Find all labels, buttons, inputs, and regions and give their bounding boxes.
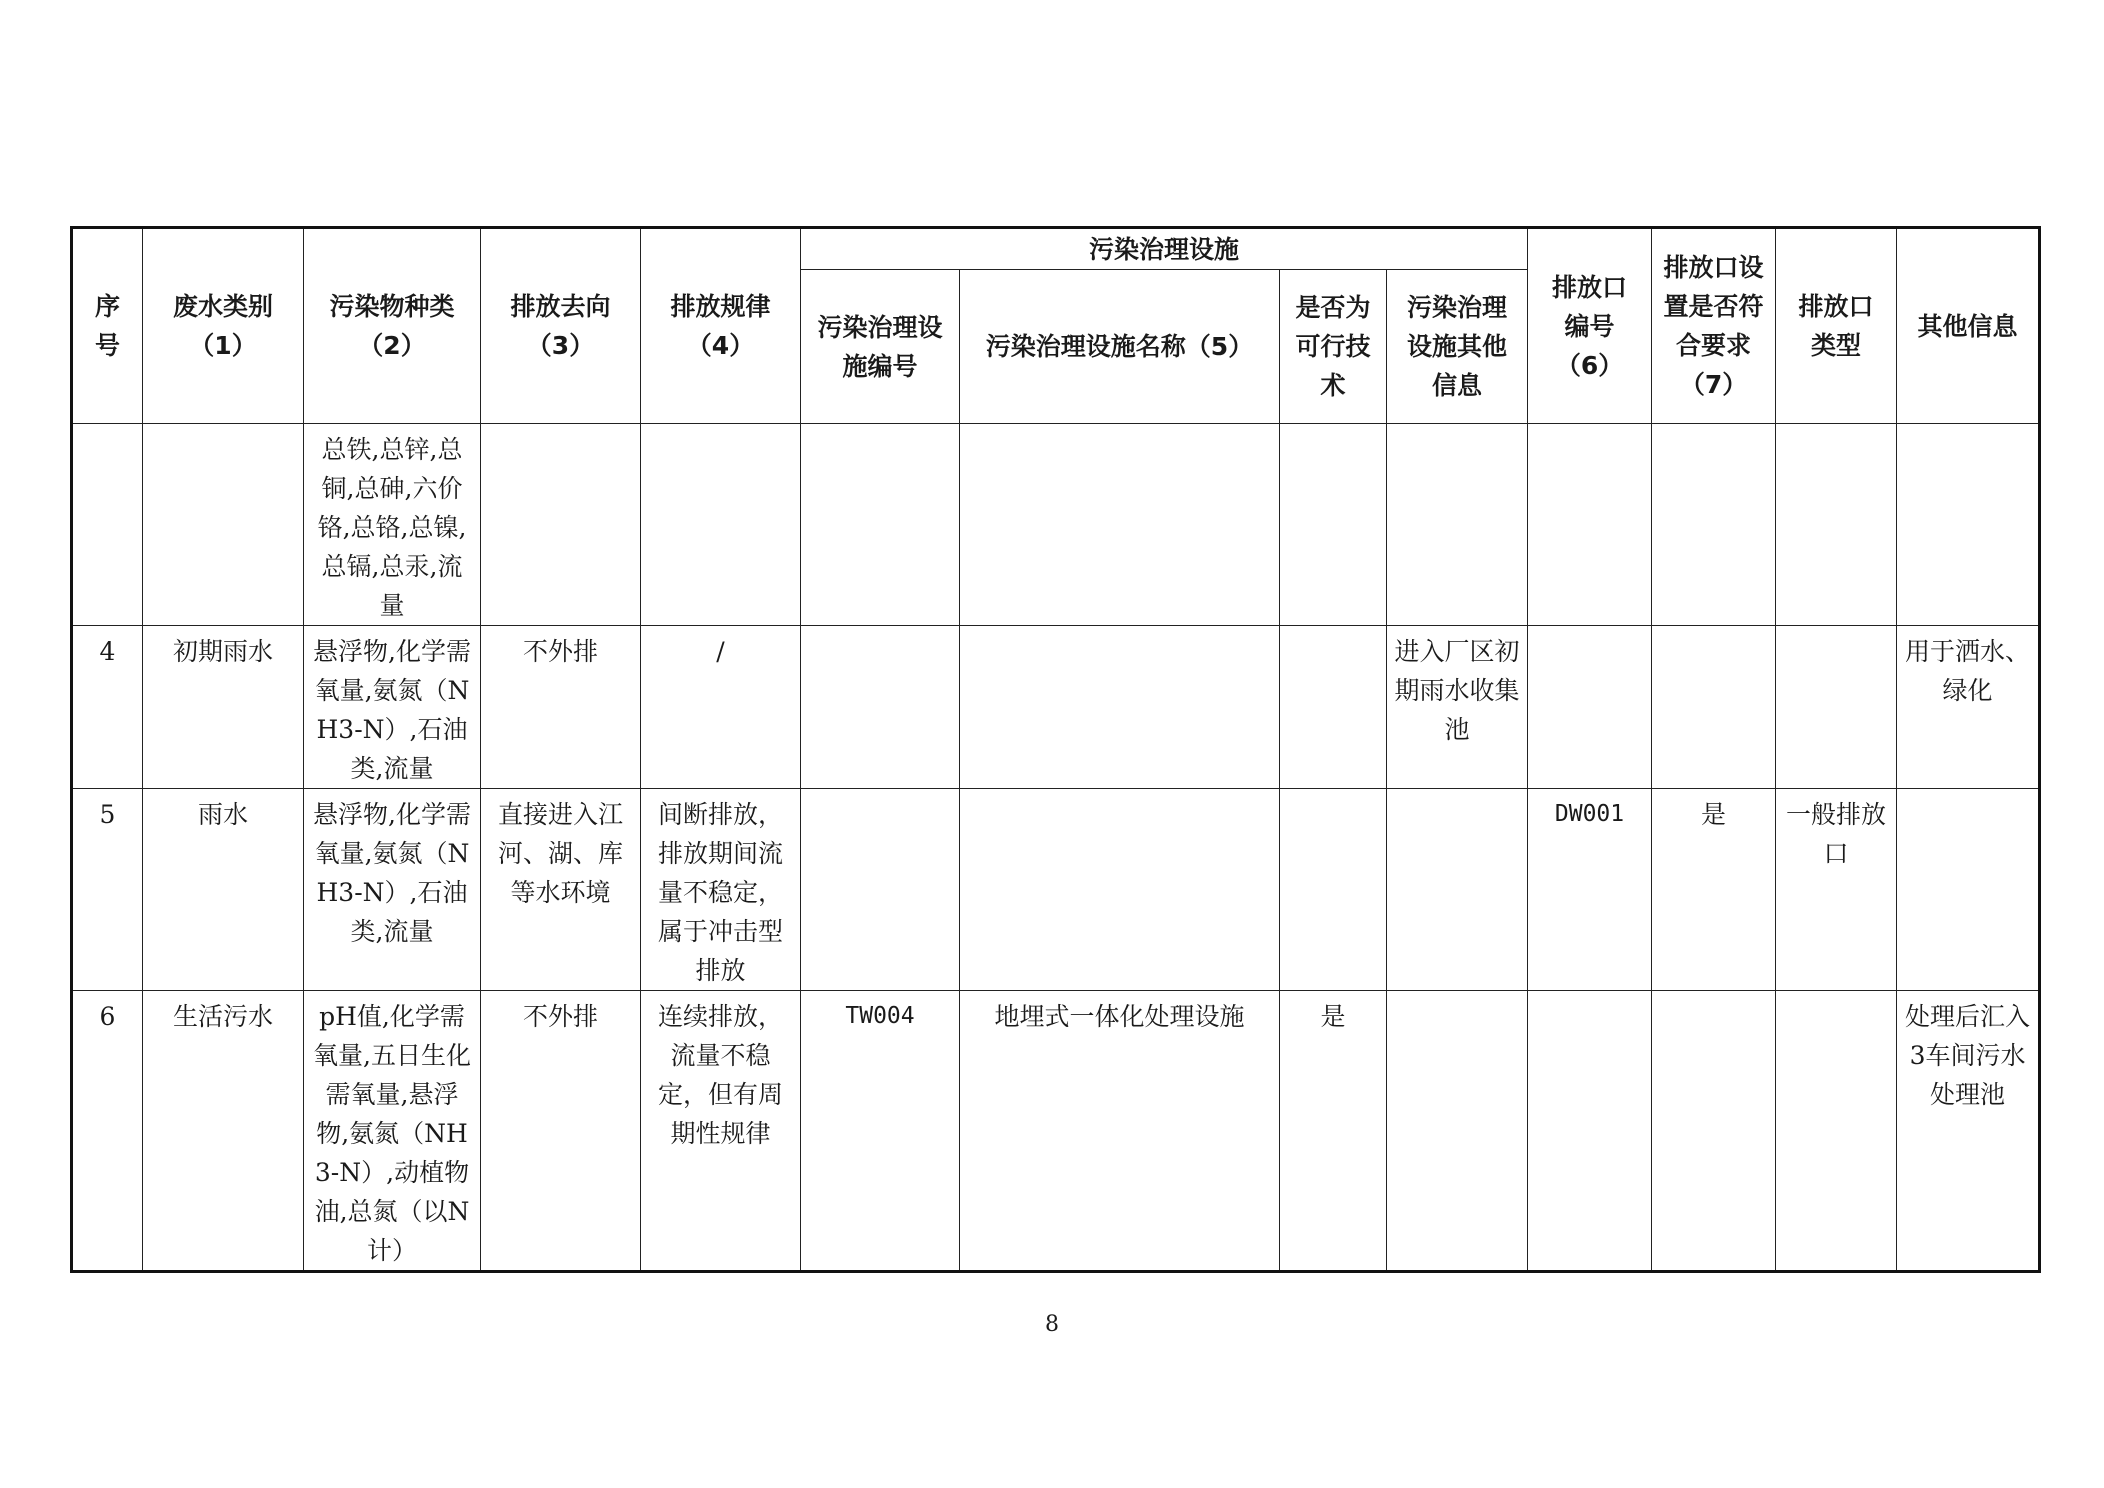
- cell-wastewater-type-text: 初期雨水: [172, 637, 273, 666]
- cell-seq-text: 5: [99, 800, 116, 829]
- header-seq: [72, 228, 143, 424]
- cell-outlet-type: [1776, 789, 1897, 991]
- cell-facility-other-text: [1393, 991, 1521, 997]
- cell-discharge-pattern-text: 连续排放，流量不稳定，但有周期性规律: [657, 1002, 783, 1148]
- cell-discharge-pattern-text: 间断排放，排放期间流量不稳定，属于冲击型排放: [657, 800, 783, 985]
- cell-discharge-direction-text: 不外排: [522, 637, 598, 666]
- cell-facility-other-text: [1393, 789, 1521, 795]
- cell-other-info: [1897, 789, 2040, 991]
- cell-pollutant-type: [304, 626, 481, 789]
- header-facility-name: [960, 270, 1280, 424]
- cell-pollutant-type-text: 总铁,总锌,总铜,总砷,六价铬,总铬,总镍,总镉,总汞,流量: [317, 435, 467, 620]
- cell-feasible-tech: [1280, 991, 1387, 1272]
- cell-facility-id-text: [807, 626, 953, 632]
- cell-facility-id-text: [807, 424, 953, 430]
- header-other-info: [1897, 228, 2040, 424]
- cell-feasible-tech: [1280, 424, 1387, 626]
- cell-other-info: [1897, 626, 2040, 789]
- header-facility-name-text: 污染治理设施名称（5）: [985, 332, 1254, 361]
- cell-facility-id: [801, 626, 960, 789]
- cell-outlet-id-text: [1534, 991, 1645, 997]
- header-discharge-direction-text: 排放去向 （3）: [510, 292, 611, 360]
- table-row: [72, 991, 2040, 1272]
- header-wastewater-type-text: 废水类别 （1）: [172, 292, 273, 360]
- cell-outlet-id: [1528, 991, 1652, 1272]
- cell-facility-other: [1387, 789, 1528, 991]
- cell-facility-name: [960, 789, 1280, 991]
- cell-facility-name: [960, 991, 1280, 1272]
- cell-discharge-pattern-text: [647, 424, 794, 430]
- cell-facility-other: [1387, 424, 1528, 626]
- header-facility-other-text: 污染治理设施其他信息: [1406, 293, 1507, 400]
- cell-outlet-compliant-text: [1658, 991, 1769, 997]
- cell-other-info: [1897, 424, 2040, 626]
- cell-feasible-tech-text: 是: [1320, 1002, 1346, 1031]
- cell-outlet-compliant: [1652, 424, 1776, 626]
- cell-other-info-text: [1903, 424, 2032, 430]
- cell-wastewater-type: [143, 424, 304, 626]
- cell-facility-id-text: [807, 789, 953, 795]
- cell-outlet-id-text: DW001: [1554, 801, 1625, 827]
- cell-pollutant-type: [304, 991, 481, 1272]
- cell-facility-other-text: [1393, 424, 1521, 430]
- table-row: [72, 789, 2040, 991]
- cell-wastewater-type-text: [149, 424, 297, 430]
- cell-pollutant-type-text: pH值,化学需氧量,五日生化需氧量,悬浮物,氨氮（NH3-N）,动植物油,总氮（以N计）: [313, 1002, 471, 1265]
- cell-outlet-compliant: [1652, 991, 1776, 1272]
- cell-discharge-direction-text: [487, 424, 634, 430]
- header-discharge-direction: [481, 228, 641, 424]
- cell-feasible-tech: [1280, 789, 1387, 991]
- cell-outlet-id-text: [1534, 626, 1645, 632]
- header-discharge-pattern-text: 排放规律 （4）: [670, 292, 771, 360]
- cell-facility-id-text: TW004: [845, 1003, 915, 1029]
- cell-discharge-pattern: [641, 626, 801, 789]
- header-outlet-compliant: [1652, 228, 1776, 424]
- cell-seq-text: [79, 424, 136, 430]
- cell-outlet-compliant-text: [1658, 424, 1769, 430]
- cell-feasible-tech-text: [1286, 626, 1380, 632]
- cell-feasible-tech-text: [1286, 424, 1380, 430]
- cell-outlet-id: [1528, 789, 1652, 991]
- cell-outlet-id: [1528, 424, 1652, 626]
- header-outlet-compliant-text: 排放口设置是否符合要求 （7）: [1663, 253, 1764, 399]
- cell-other-info-text: 用于洒水、绿化: [1905, 637, 2031, 705]
- cell-discharge-direction-text: 直接进入江河、湖、库等水环境: [497, 800, 623, 907]
- cell-discharge-direction-text: 不外排: [522, 1002, 598, 1031]
- cell-outlet-type: [1776, 626, 1897, 789]
- cell-seq: [72, 789, 143, 991]
- cell-seq: [72, 424, 143, 626]
- wastewater-discharge-table: [70, 226, 2041, 1273]
- cell-seq-text: 4: [99, 637, 116, 666]
- cell-wastewater-type: [143, 789, 304, 991]
- header-discharge-pattern: [641, 228, 801, 424]
- cell-discharge-pattern: [641, 424, 801, 626]
- cell-outlet-id: [1528, 626, 1652, 789]
- page-number: 8: [1045, 1312, 1059, 1337]
- table-row: [72, 424, 2040, 626]
- header-facility-id: [801, 270, 960, 424]
- cell-outlet-compliant: [1652, 626, 1776, 789]
- cell-discharge-pattern: [641, 991, 801, 1272]
- cell-facility-id: [801, 991, 960, 1272]
- cell-discharge-direction: [481, 424, 641, 626]
- header-outlet-type-text: 排放口类型: [1798, 292, 1874, 360]
- cell-facility-name-text: 地埋式一体化处理设施: [994, 1002, 1245, 1031]
- cell-pollutant-type: [304, 789, 481, 991]
- cell-outlet-compliant: [1652, 789, 1776, 991]
- header-outlet-id: [1528, 228, 1652, 424]
- table-row: [72, 626, 2040, 789]
- cell-seq-text: 6: [99, 1002, 116, 1031]
- cell-facility-name-text: [966, 789, 1273, 795]
- cell-wastewater-type: [143, 626, 304, 789]
- header-facility-group-text: 污染治理设施: [1089, 234, 1240, 264]
- header-other-info-text: 其他信息: [1917, 311, 2018, 341]
- cell-feasible-tech-text: [1286, 789, 1380, 795]
- cell-facility-name: [960, 424, 1280, 626]
- cell-pollutant-type-text: 悬浮物,化学需氧量,氨氮（NH3-N）,石油类,流量: [313, 800, 471, 946]
- cell-outlet-type-text: [1782, 424, 1890, 430]
- header-outlet-type: [1776, 228, 1897, 424]
- cell-wastewater-type: [143, 991, 304, 1272]
- cell-outlet-type-text: [1782, 991, 1890, 997]
- cell-pollutant-type: [304, 424, 481, 626]
- cell-outlet-type: [1776, 991, 1897, 1272]
- header-feasible-tech: [1280, 270, 1387, 424]
- cell-wastewater-type-text: 生活污水: [172, 1002, 273, 1031]
- cell-discharge-direction: [481, 789, 641, 991]
- cell-wastewater-type-text: 雨水: [197, 800, 248, 829]
- cell-facility-id: [801, 424, 960, 626]
- cell-discharge-direction: [481, 626, 641, 789]
- header-pollutant-type: [304, 228, 481, 424]
- cell-outlet-compliant-text: [1658, 626, 1769, 632]
- wastewater-table-container: [70, 226, 2038, 1273]
- cell-facility-id: [801, 789, 960, 991]
- cell-discharge-pattern: [641, 789, 801, 991]
- cell-discharge-pattern-text: /: [716, 637, 725, 666]
- header-seq-text: 序号: [94, 292, 120, 360]
- cell-other-info-text: [1903, 789, 2032, 795]
- header-wastewater-type: [143, 228, 304, 424]
- cell-facility-other-text: 进入厂区初期雨水收集池: [1394, 637, 1520, 744]
- cell-other-info-text: 处理后汇入3车间污水处理池: [1905, 1002, 2031, 1109]
- header-facility-id-text: 污染治理设施编号: [817, 312, 943, 381]
- cell-facility-name-text: [966, 626, 1273, 632]
- cell-facility-name-text: [966, 424, 1273, 430]
- cell-pollutant-type-text: 悬浮物,化学需氧量,氨氮（NH3-N）,石油类,流量: [313, 637, 471, 783]
- cell-facility-name: [960, 626, 1280, 789]
- cell-other-info: [1897, 991, 2040, 1272]
- cell-seq: [72, 991, 143, 1272]
- header-outlet-id-text: 排放口编号 （6）: [1552, 272, 1628, 380]
- cell-outlet-type-text: 一般排放口: [1786, 800, 1887, 868]
- header-feasible-tech-text: 是否为可行技术: [1295, 293, 1371, 400]
- cell-facility-other: [1387, 991, 1528, 1272]
- cell-outlet-type: [1776, 424, 1897, 626]
- cell-facility-other: [1387, 626, 1528, 789]
- cell-outlet-compliant-text: 是: [1701, 800, 1727, 829]
- header-facility-other: [1387, 270, 1528, 424]
- cell-discharge-direction: [481, 991, 641, 1272]
- cell-outlet-id-text: [1534, 424, 1645, 430]
- cell-outlet-type-text: [1782, 626, 1890, 632]
- cell-feasible-tech: [1280, 626, 1387, 789]
- header-pollutant-type-text: 污染物种类 （2）: [329, 292, 455, 360]
- cell-seq: [72, 626, 143, 789]
- header-facility-group: [801, 228, 1528, 270]
